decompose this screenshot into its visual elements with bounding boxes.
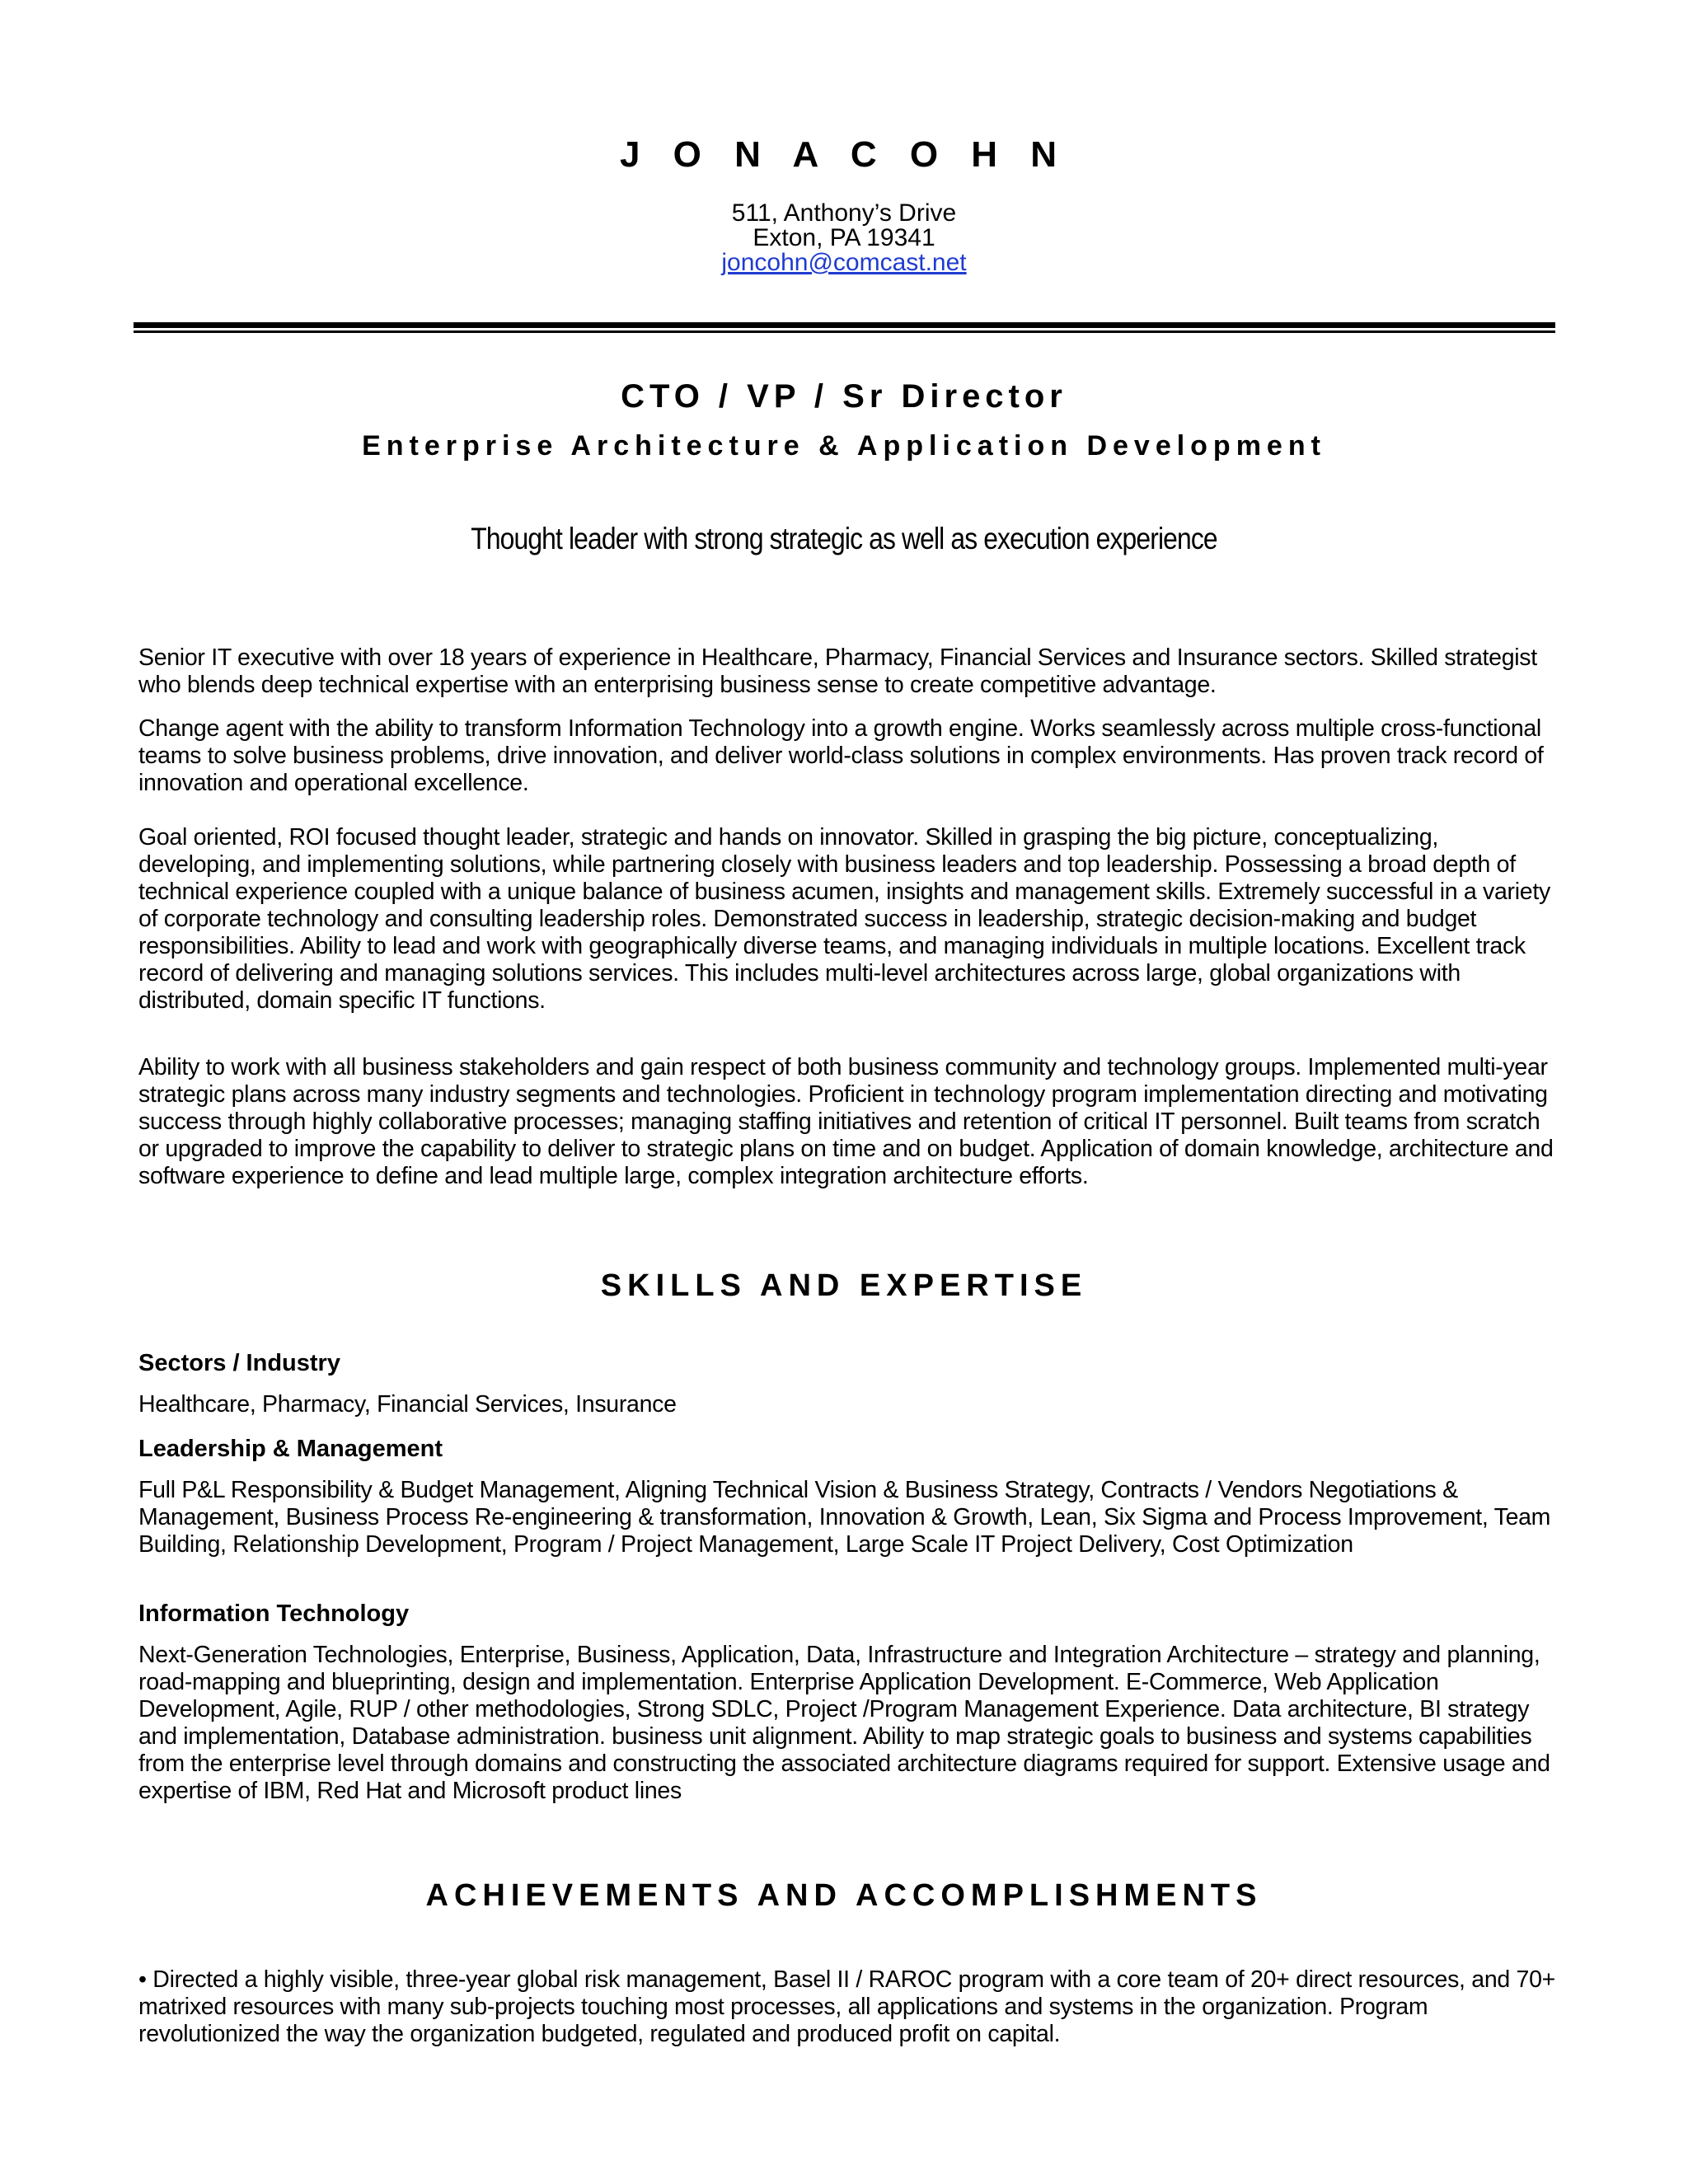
email-link[interactable]: joncohn@comcast.net [721,249,967,276]
it-text: Next-Generation Technologies, Enterprise, Business, Application, Data, Infrastructure and Integration Architecture – strategy and planning, road-mapping and blueprinting, design and implementation. Enterprise Application Development. E-Commerce, Web Application Development, Agile, RUP / other methodologies, Strong SDLC, Project /Program Management Experience. Data architecture, BI strategy and implementation, Database administration. business unit alignment. Ability to map strategic goals to business and systems capabilities from the enterprise level through domains and constructing the associated architecture diagrams required for support. Extensive usage and expertise of IBM, Red Hat and Microsoft product lines [138,1642,1550,1804]
header-divider-thick [134,322,1555,328]
sectors-text: Healthcare, Pharmacy, Financial Services, Insurance [138,1391,677,1418]
role-title: CTO / VP / Sr Director [621,378,1067,415]
candidate-name: J O N A C O H N [619,134,1069,175]
leadership-text: Full P&L Responsibility & Budget Management, Aligning Technical Vision & Business Strategy, Contracts / Vendors Negotiations & Management, Business Process Re-engineering & transformation, Innovation & Growth, Lean, Six Sigma and Process Improvement, Team Building, Relationship Development, Program / Project Management, Large Scale IT Project Delivery, Cost Optimization [138,1477,1551,1558]
summary-paragraph-4: Ability to work with all business stakeholders and gain respect of both business community and technology groups. Implemented multi-year strategic plans across many industry segments and technologies. Proficient in technology program implementation directing and motivating success through highly collaborative processes; managing staffing initiatives and retention of critical IT personnel. Built teams from scratch or upgraded to improve the capability to deliver to strategic plans on time and on budget. Application of domain knowledge, architecture and software experience to define and lead multiple large, complex integration architecture efforts. [138,1054,1554,1189]
contact-block [0,201,1688,275]
achievement-bullet: • Directed a highly visible, three-year global risk management, Basel II / RAROC program with a core team of 20+ direct resources, and 70+ matrixed resources with many sub-projects touching most processes, all applications and systems in the organization. Program revolutionized the way the organization budgeted, regulated and produced profit on capital. [138,1966,1555,2047]
summary-paragraph-3: Goal oriented, ROI focused thought leader, strategic and hands on innovator. Skilled in grasping the big picture, conceptualizing, developing, and implementing solutions, while partnering closely with business leaders and top leadership. Possessing a broad depth of technical experience coupled with a unique balance of business acumen, insights and management skills. Extremely successful in a variety of corporate technology and consulting leadership roles. Demonstrated success in leadership, strategic decision-making and budget responsibilities. Ability to lead and work with geographically diverse teams, and managing individuals in multiple locations. Excellent track record of delivering and managing solutions services. This includes multi-level architectures across large, global organizations with distributed, domain specific IT functions. [138,824,1550,1014]
skills-heading: SKILLS AND EXPERTISE [600,1268,1088,1303]
leadership-label: Leadership & Management [138,1436,443,1462]
role-subtitle: Enterprise Architecture & Application Development [362,430,1326,462]
achievements-heading: ACHIEVEMENTS AND ACCOMPLISHMENTS [425,1878,1263,1913]
address-line-2: Exton, PA 19341 [753,224,935,251]
summary-paragraph-1: Senior IT executive with over 18 years of experience in Healthcare, Pharmacy, Financial Services and Insurance sectors. Skilled strategist who blends deep technical expertise with an enterprising business sense to create competitive advantage. [138,644,1537,698]
header-divider-thin [134,330,1555,333]
summary-paragraph-2: Change agent with the ability to transform Information Technology into a growth engine. Works seamlessly across multiple cross-functional teams to solve business problems, drive innovation, and deliver world-class solutions in complex environments. Has proven track record of innovation and operational excellence. [138,715,1544,796]
tagline: Thought leader with strong strategic as well as execution experience [471,522,1217,555]
it-label: Information Technology [138,1601,410,1627]
sectors-label: Sectors / Industry [138,1350,340,1376]
address-line-1: 511, Anthony’s Drive [731,199,957,227]
